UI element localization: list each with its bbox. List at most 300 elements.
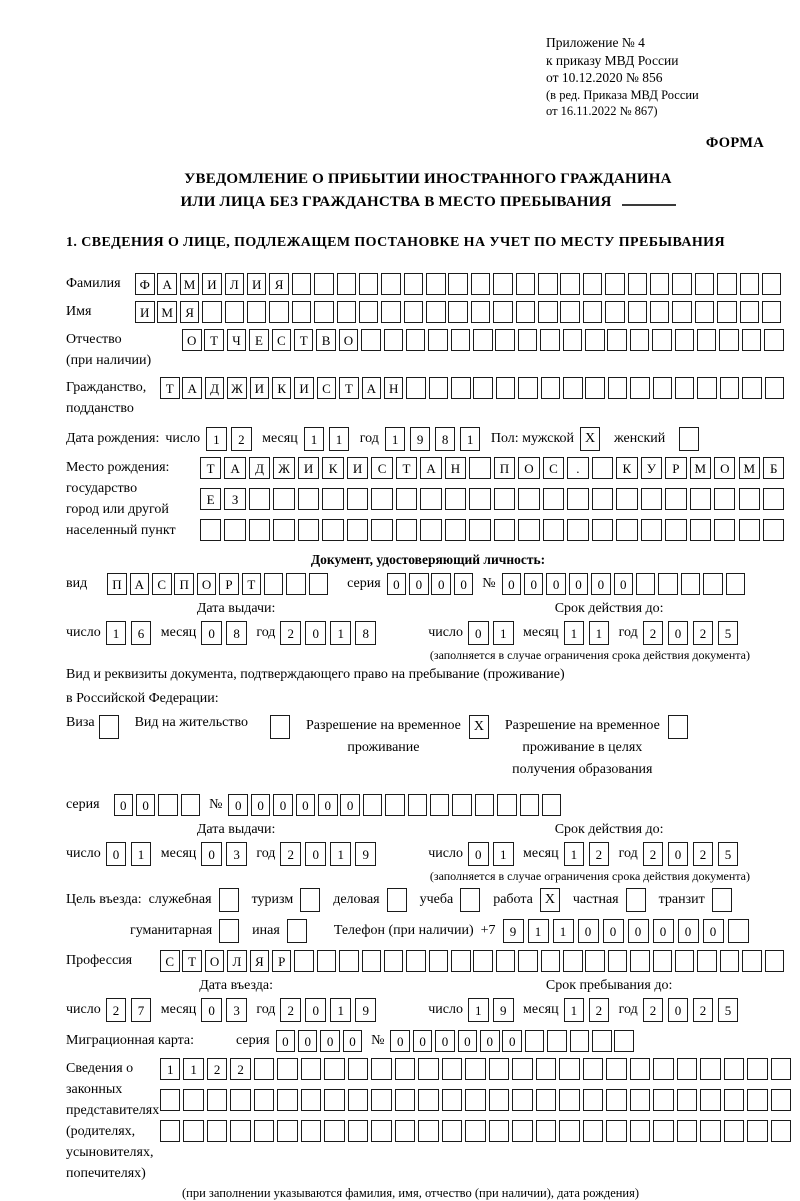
form-cell[interactable] bbox=[641, 488, 662, 510]
form-cell[interactable] bbox=[395, 1058, 415, 1080]
form-cell[interactable]: 0 bbox=[320, 1030, 340, 1052]
form-cell[interactable] bbox=[451, 377, 471, 399]
form-cell[interactable]: 0 bbox=[409, 573, 429, 595]
form-cell[interactable]: О bbox=[182, 329, 202, 351]
form-cell[interactable]: Е bbox=[200, 488, 221, 510]
form-cell[interactable] bbox=[396, 488, 417, 510]
form-cell[interactable]: В bbox=[316, 329, 336, 351]
form-cell[interactable] bbox=[653, 950, 673, 972]
form-cell[interactable]: Н bbox=[445, 457, 466, 479]
form-cell[interactable] bbox=[592, 457, 613, 479]
form-cell[interactable] bbox=[636, 573, 656, 595]
form-cell[interactable] bbox=[628, 273, 648, 295]
form-cell[interactable]: 2 bbox=[207, 1058, 227, 1080]
form-cell[interactable]: О bbox=[205, 950, 225, 972]
form-cell[interactable]: 2 bbox=[589, 998, 610, 1022]
form-cell[interactable] bbox=[247, 301, 267, 323]
form-cell[interactable] bbox=[641, 519, 662, 541]
form-cell[interactable] bbox=[606, 1120, 626, 1142]
form-cell[interactable] bbox=[559, 1089, 579, 1111]
form-cell[interactable] bbox=[497, 794, 517, 816]
form-cell[interactable]: Р bbox=[272, 950, 292, 972]
form-cell[interactable]: И bbox=[347, 457, 368, 479]
form-cell[interactable]: 0 bbox=[468, 621, 489, 645]
form-cell[interactable] bbox=[298, 519, 319, 541]
form-cell[interactable]: 7 bbox=[131, 998, 152, 1022]
form-cell[interactable]: Е bbox=[249, 329, 269, 351]
form-cell[interactable]: 1 bbox=[385, 427, 406, 451]
form-cell[interactable] bbox=[445, 488, 466, 510]
form-cell[interactable] bbox=[653, 1089, 673, 1111]
form-cell[interactable] bbox=[675, 950, 695, 972]
form-cell[interactable] bbox=[451, 950, 471, 972]
form-cell[interactable]: 2 bbox=[231, 427, 252, 451]
form-cell[interactable] bbox=[538, 301, 558, 323]
form-cell[interactable] bbox=[700, 1058, 720, 1080]
form-cell[interactable]: 2 bbox=[589, 842, 610, 866]
form-cell[interactable] bbox=[742, 950, 762, 972]
form-cell[interactable] bbox=[418, 1120, 438, 1142]
form-cell[interactable]: 2 bbox=[643, 842, 664, 866]
form-cell[interactable] bbox=[429, 950, 449, 972]
form-cell[interactable] bbox=[160, 1120, 180, 1142]
form-cell[interactable]: 2 bbox=[693, 621, 714, 645]
form-cell[interactable] bbox=[473, 950, 493, 972]
form-cell[interactable] bbox=[630, 950, 650, 972]
purpose-business-checkbox[interactable] bbox=[387, 888, 407, 912]
form-cell[interactable]: Б bbox=[763, 457, 784, 479]
form-cell[interactable]: С bbox=[371, 457, 392, 479]
form-cell[interactable] bbox=[690, 519, 711, 541]
temp-residence-checkbox[interactable]: X bbox=[469, 715, 489, 739]
form-cell[interactable] bbox=[763, 488, 784, 510]
form-cell[interactable] bbox=[717, 301, 737, 323]
form-cell[interactable] bbox=[381, 273, 401, 295]
form-cell[interactable] bbox=[230, 1120, 250, 1142]
form-cell[interactable]: 0 bbox=[228, 794, 248, 816]
form-cell[interactable]: 9 bbox=[355, 842, 376, 866]
form-cell[interactable]: Р bbox=[219, 573, 239, 595]
purpose-work-checkbox[interactable]: X bbox=[540, 888, 560, 912]
form-cell[interactable] bbox=[536, 1120, 556, 1142]
form-cell[interactable]: 5 bbox=[718, 998, 739, 1022]
form-cell[interactable] bbox=[567, 488, 588, 510]
purpose-tourism-checkbox[interactable] bbox=[300, 888, 320, 912]
form-cell[interactable]: 5 bbox=[718, 621, 739, 645]
form-cell[interactable] bbox=[362, 950, 382, 972]
form-cell[interactable] bbox=[538, 273, 558, 295]
form-cell[interactable] bbox=[570, 1030, 590, 1052]
form-cell[interactable]: 0 bbox=[578, 919, 599, 943]
form-cell[interactable] bbox=[324, 1120, 344, 1142]
form-cell[interactable] bbox=[314, 301, 334, 323]
form-cell[interactable]: 0 bbox=[251, 794, 271, 816]
form-cell[interactable]: 0 bbox=[546, 573, 566, 595]
form-cell[interactable] bbox=[742, 329, 762, 351]
form-cell[interactable] bbox=[294, 950, 314, 972]
form-cell[interactable] bbox=[496, 950, 516, 972]
form-cell[interactable]: 1 bbox=[589, 621, 610, 645]
form-cell[interactable]: П bbox=[494, 457, 515, 479]
form-cell[interactable] bbox=[292, 301, 312, 323]
form-cell[interactable] bbox=[516, 301, 536, 323]
form-cell[interactable]: Ж bbox=[273, 457, 294, 479]
form-cell[interactable] bbox=[585, 377, 605, 399]
form-cell[interactable] bbox=[665, 519, 686, 541]
form-cell[interactable]: Т bbox=[200, 457, 221, 479]
form-cell[interactable] bbox=[540, 329, 560, 351]
form-cell[interactable]: 9 bbox=[355, 998, 376, 1022]
form-cell[interactable]: А bbox=[420, 457, 441, 479]
form-cell[interactable]: 0 bbox=[305, 842, 326, 866]
form-cell[interactable]: С bbox=[272, 329, 292, 351]
form-cell[interactable] bbox=[202, 301, 222, 323]
form-cell[interactable] bbox=[763, 519, 784, 541]
form-cell[interactable]: 1 bbox=[106, 621, 127, 645]
form-cell[interactable] bbox=[371, 1058, 391, 1080]
form-cell[interactable] bbox=[630, 1089, 650, 1111]
form-cell[interactable]: 2 bbox=[230, 1058, 250, 1080]
form-cell[interactable] bbox=[653, 1058, 673, 1080]
form-cell[interactable] bbox=[560, 301, 580, 323]
form-cell[interactable] bbox=[677, 1058, 697, 1080]
form-cell[interactable]: О bbox=[339, 329, 359, 351]
form-cell[interactable] bbox=[371, 1089, 391, 1111]
form-cell[interactable] bbox=[583, 273, 603, 295]
form-cell[interactable] bbox=[616, 519, 637, 541]
form-cell[interactable] bbox=[747, 1058, 767, 1080]
form-cell[interactable]: И bbox=[250, 377, 270, 399]
form-cell[interactable]: . bbox=[567, 457, 588, 479]
form-cell[interactable] bbox=[518, 377, 538, 399]
form-cell[interactable]: 0 bbox=[413, 1030, 433, 1052]
form-cell[interactable]: 9 bbox=[410, 427, 431, 451]
form-cell[interactable] bbox=[720, 377, 740, 399]
form-cell[interactable] bbox=[430, 794, 450, 816]
form-cell[interactable]: К bbox=[322, 457, 343, 479]
form-cell[interactable]: 0 bbox=[390, 1030, 410, 1052]
form-cell[interactable]: 6 bbox=[131, 621, 152, 645]
form-cell[interactable] bbox=[630, 377, 650, 399]
form-cell[interactable] bbox=[489, 1089, 509, 1111]
form-cell[interactable] bbox=[630, 1058, 650, 1080]
form-cell[interactable] bbox=[563, 950, 583, 972]
form-cell[interactable]: 0 bbox=[431, 573, 451, 595]
form-cell[interactable]: 0 bbox=[201, 842, 222, 866]
form-cell[interactable] bbox=[628, 301, 648, 323]
form-cell[interactable] bbox=[728, 919, 749, 943]
form-cell[interactable] bbox=[249, 519, 270, 541]
purpose-humanitarian-checkbox[interactable] bbox=[219, 919, 239, 943]
form-cell[interactable] bbox=[585, 950, 605, 972]
form-cell[interactable] bbox=[608, 950, 628, 972]
form-cell[interactable]: 0 bbox=[703, 919, 724, 943]
form-cell[interactable] bbox=[697, 329, 717, 351]
form-cell[interactable]: О bbox=[714, 457, 735, 479]
form-cell[interactable]: Т bbox=[396, 457, 417, 479]
form-cell[interactable] bbox=[563, 329, 583, 351]
form-cell[interactable]: 0 bbox=[305, 621, 326, 645]
form-cell[interactable]: Т bbox=[204, 329, 224, 351]
form-cell[interactable]: Т bbox=[160, 377, 180, 399]
form-cell[interactable]: И bbox=[202, 273, 222, 295]
form-cell[interactable] bbox=[489, 1058, 509, 1080]
form-cell[interactable]: 0 bbox=[603, 919, 624, 943]
form-cell[interactable] bbox=[452, 794, 472, 816]
form-cell[interactable]: 0 bbox=[273, 794, 293, 816]
form-cell[interactable]: М bbox=[157, 301, 177, 323]
form-cell[interactable] bbox=[469, 457, 490, 479]
form-cell[interactable] bbox=[207, 1120, 227, 1142]
form-cell[interactable]: 1 bbox=[528, 919, 549, 943]
form-cell[interactable] bbox=[764, 329, 784, 351]
form-cell[interactable]: 9 bbox=[503, 919, 524, 943]
form-cell[interactable] bbox=[560, 273, 580, 295]
form-cell[interactable]: М bbox=[690, 457, 711, 479]
form-cell[interactable] bbox=[740, 301, 760, 323]
form-cell[interactable]: Ж bbox=[227, 377, 247, 399]
form-cell[interactable]: 2 bbox=[693, 998, 714, 1022]
form-cell[interactable]: 0 bbox=[569, 573, 589, 595]
form-cell[interactable]: Т bbox=[242, 573, 262, 595]
form-cell[interactable]: 0 bbox=[114, 794, 134, 816]
form-cell[interactable] bbox=[384, 329, 404, 351]
form-cell[interactable] bbox=[695, 301, 715, 323]
form-cell[interactable] bbox=[742, 377, 762, 399]
form-cell[interactable]: 1 bbox=[460, 427, 481, 451]
form-cell[interactable] bbox=[585, 329, 605, 351]
sex-female-checkbox[interactable] bbox=[679, 427, 699, 451]
form-cell[interactable] bbox=[406, 950, 426, 972]
form-cell[interactable]: П bbox=[174, 573, 194, 595]
form-cell[interactable] bbox=[605, 273, 625, 295]
form-cell[interactable]: 2 bbox=[643, 998, 664, 1022]
form-cell[interactable] bbox=[541, 950, 561, 972]
form-cell[interactable]: 1 bbox=[493, 842, 514, 866]
form-cell[interactable] bbox=[583, 1089, 603, 1111]
form-cell[interactable] bbox=[740, 273, 760, 295]
form-cell[interactable] bbox=[442, 1058, 462, 1080]
form-cell[interactable] bbox=[301, 1120, 321, 1142]
form-cell[interactable] bbox=[650, 301, 670, 323]
form-cell[interactable] bbox=[371, 519, 392, 541]
form-cell[interactable]: 0 bbox=[591, 573, 611, 595]
form-cell[interactable] bbox=[719, 329, 739, 351]
form-cell[interactable] bbox=[583, 1120, 603, 1142]
form-cell[interactable] bbox=[547, 1030, 567, 1052]
form-cell[interactable]: 0 bbox=[343, 1030, 363, 1052]
form-cell[interactable]: 0 bbox=[468, 842, 489, 866]
form-cell[interactable] bbox=[254, 1120, 274, 1142]
form-cell[interactable]: 2 bbox=[693, 842, 714, 866]
form-cell[interactable] bbox=[567, 519, 588, 541]
form-cell[interactable]: Я bbox=[269, 273, 289, 295]
form-cell[interactable] bbox=[254, 1089, 274, 1111]
form-cell[interactable] bbox=[473, 329, 493, 351]
form-cell[interactable]: 5 bbox=[718, 842, 739, 866]
form-cell[interactable]: 0 bbox=[668, 842, 689, 866]
form-cell[interactable] bbox=[583, 301, 603, 323]
form-cell[interactable] bbox=[518, 488, 539, 510]
form-cell[interactable]: Т bbox=[294, 329, 314, 351]
form-cell[interactable] bbox=[361, 329, 381, 351]
form-cell[interactable]: И bbox=[294, 377, 314, 399]
form-cell[interactable]: 0 bbox=[106, 842, 127, 866]
form-cell[interactable]: О bbox=[518, 457, 539, 479]
form-cell[interactable] bbox=[408, 794, 428, 816]
form-cell[interactable] bbox=[254, 1058, 274, 1080]
form-cell[interactable]: 0 bbox=[524, 573, 544, 595]
form-cell[interactable]: 0 bbox=[298, 1030, 318, 1052]
form-cell[interactable]: 3 bbox=[226, 998, 247, 1022]
form-cell[interactable]: 0 bbox=[502, 1030, 522, 1052]
form-cell[interactable]: 2 bbox=[280, 998, 301, 1022]
form-cell[interactable] bbox=[762, 301, 782, 323]
form-cell[interactable]: 1 bbox=[564, 998, 585, 1022]
form-cell[interactable] bbox=[277, 1089, 297, 1111]
form-cell[interactable] bbox=[465, 1089, 485, 1111]
form-cell[interactable]: 1 bbox=[206, 427, 227, 451]
form-cell[interactable] bbox=[653, 377, 673, 399]
form-cell[interactable]: Н bbox=[384, 377, 404, 399]
form-cell[interactable] bbox=[653, 1120, 673, 1142]
form-cell[interactable]: С bbox=[152, 573, 172, 595]
form-cell[interactable]: 3 bbox=[226, 842, 247, 866]
form-cell[interactable]: К bbox=[616, 457, 637, 479]
purpose-study-checkbox[interactable] bbox=[460, 888, 480, 912]
form-cell[interactable] bbox=[605, 301, 625, 323]
form-cell[interactable]: 8 bbox=[226, 621, 247, 645]
temp-residence-edu-checkbox[interactable] bbox=[668, 715, 688, 739]
form-cell[interactable] bbox=[703, 573, 723, 595]
form-cell[interactable] bbox=[207, 1089, 227, 1111]
form-cell[interactable] bbox=[181, 794, 201, 816]
form-cell[interactable]: А bbox=[362, 377, 382, 399]
form-cell[interactable]: 2 bbox=[280, 621, 301, 645]
form-cell[interactable]: С bbox=[543, 457, 564, 479]
form-cell[interactable] bbox=[404, 273, 424, 295]
form-cell[interactable] bbox=[426, 273, 446, 295]
form-cell[interactable] bbox=[183, 1120, 203, 1142]
form-cell[interactable]: 1 bbox=[304, 427, 325, 451]
form-cell[interactable] bbox=[516, 273, 536, 295]
form-cell[interactable] bbox=[677, 1120, 697, 1142]
form-cell[interactable]: Ч bbox=[227, 329, 247, 351]
form-cell[interactable] bbox=[324, 1058, 344, 1080]
form-cell[interactable]: 0 bbox=[454, 573, 474, 595]
form-cell[interactable]: И bbox=[298, 457, 319, 479]
form-cell[interactable] bbox=[494, 519, 515, 541]
form-cell[interactable]: И bbox=[247, 273, 267, 295]
form-cell[interactable] bbox=[543, 488, 564, 510]
form-cell[interactable] bbox=[339, 950, 359, 972]
form-cell[interactable] bbox=[442, 1120, 462, 1142]
form-cell[interactable]: А bbox=[130, 573, 150, 595]
form-cell[interactable] bbox=[298, 488, 319, 510]
form-cell[interactable] bbox=[739, 519, 760, 541]
form-cell[interactable]: 8 bbox=[435, 427, 456, 451]
form-cell[interactable] bbox=[249, 488, 270, 510]
form-cell[interactable] bbox=[695, 273, 715, 295]
form-cell[interactable] bbox=[496, 377, 516, 399]
form-cell[interactable] bbox=[494, 488, 515, 510]
form-cell[interactable]: 0 bbox=[136, 794, 156, 816]
form-cell[interactable] bbox=[665, 488, 686, 510]
form-cell[interactable] bbox=[475, 794, 495, 816]
form-cell[interactable] bbox=[747, 1089, 767, 1111]
form-cell[interactable]: 0 bbox=[502, 573, 522, 595]
form-cell[interactable] bbox=[348, 1089, 368, 1111]
form-cell[interactable] bbox=[681, 573, 701, 595]
form-cell[interactable] bbox=[717, 273, 737, 295]
form-cell[interactable] bbox=[224, 519, 245, 541]
form-cell[interactable] bbox=[675, 377, 695, 399]
form-cell[interactable] bbox=[429, 377, 449, 399]
form-cell[interactable] bbox=[264, 573, 284, 595]
form-cell[interactable] bbox=[592, 519, 613, 541]
form-cell[interactable] bbox=[765, 950, 785, 972]
form-cell[interactable] bbox=[607, 329, 627, 351]
form-cell[interactable] bbox=[473, 377, 493, 399]
form-cell[interactable]: 0 bbox=[201, 998, 222, 1022]
form-cell[interactable] bbox=[301, 1058, 321, 1080]
form-cell[interactable] bbox=[606, 1089, 626, 1111]
form-cell[interactable] bbox=[592, 488, 613, 510]
form-cell[interactable] bbox=[583, 1058, 603, 1080]
form-cell[interactable] bbox=[512, 1120, 532, 1142]
form-cell[interactable] bbox=[337, 273, 357, 295]
form-cell[interactable] bbox=[724, 1120, 744, 1142]
form-cell[interactable] bbox=[273, 519, 294, 541]
form-cell[interactable] bbox=[418, 1058, 438, 1080]
form-cell[interactable] bbox=[309, 573, 329, 595]
form-cell[interactable] bbox=[493, 273, 513, 295]
form-cell[interactable] bbox=[525, 1030, 545, 1052]
form-cell[interactable] bbox=[160, 1089, 180, 1111]
form-cell[interactable]: Л bbox=[225, 273, 245, 295]
form-cell[interactable] bbox=[395, 1089, 415, 1111]
form-cell[interactable]: 0 bbox=[458, 1030, 478, 1052]
form-cell[interactable] bbox=[606, 1058, 626, 1080]
form-cell[interactable] bbox=[518, 329, 538, 351]
form-cell[interactable]: Т bbox=[339, 377, 359, 399]
form-cell[interactable]: 1 bbox=[564, 621, 585, 645]
form-cell[interactable] bbox=[385, 794, 405, 816]
form-cell[interactable] bbox=[747, 1120, 767, 1142]
form-cell[interactable]: П bbox=[107, 573, 127, 595]
form-cell[interactable] bbox=[700, 1120, 720, 1142]
form-cell[interactable]: 0 bbox=[480, 1030, 500, 1052]
form-cell[interactable] bbox=[317, 950, 337, 972]
form-cell[interactable] bbox=[690, 488, 711, 510]
form-cell[interactable] bbox=[381, 301, 401, 323]
form-cell[interactable] bbox=[273, 488, 294, 510]
form-cell[interactable] bbox=[616, 488, 637, 510]
form-cell[interactable]: 0 bbox=[614, 573, 634, 595]
form-cell[interactable]: 0 bbox=[668, 621, 689, 645]
form-cell[interactable]: 1 bbox=[330, 998, 351, 1022]
form-cell[interactable] bbox=[652, 329, 672, 351]
form-cell[interactable] bbox=[396, 519, 417, 541]
form-cell[interactable] bbox=[714, 519, 735, 541]
form-cell[interactable] bbox=[448, 273, 468, 295]
form-cell[interactable] bbox=[292, 273, 312, 295]
form-cell[interactable]: 2 bbox=[643, 621, 664, 645]
form-cell[interactable] bbox=[384, 950, 404, 972]
form-cell[interactable] bbox=[158, 794, 178, 816]
form-cell[interactable] bbox=[471, 273, 491, 295]
form-cell[interactable] bbox=[630, 329, 650, 351]
